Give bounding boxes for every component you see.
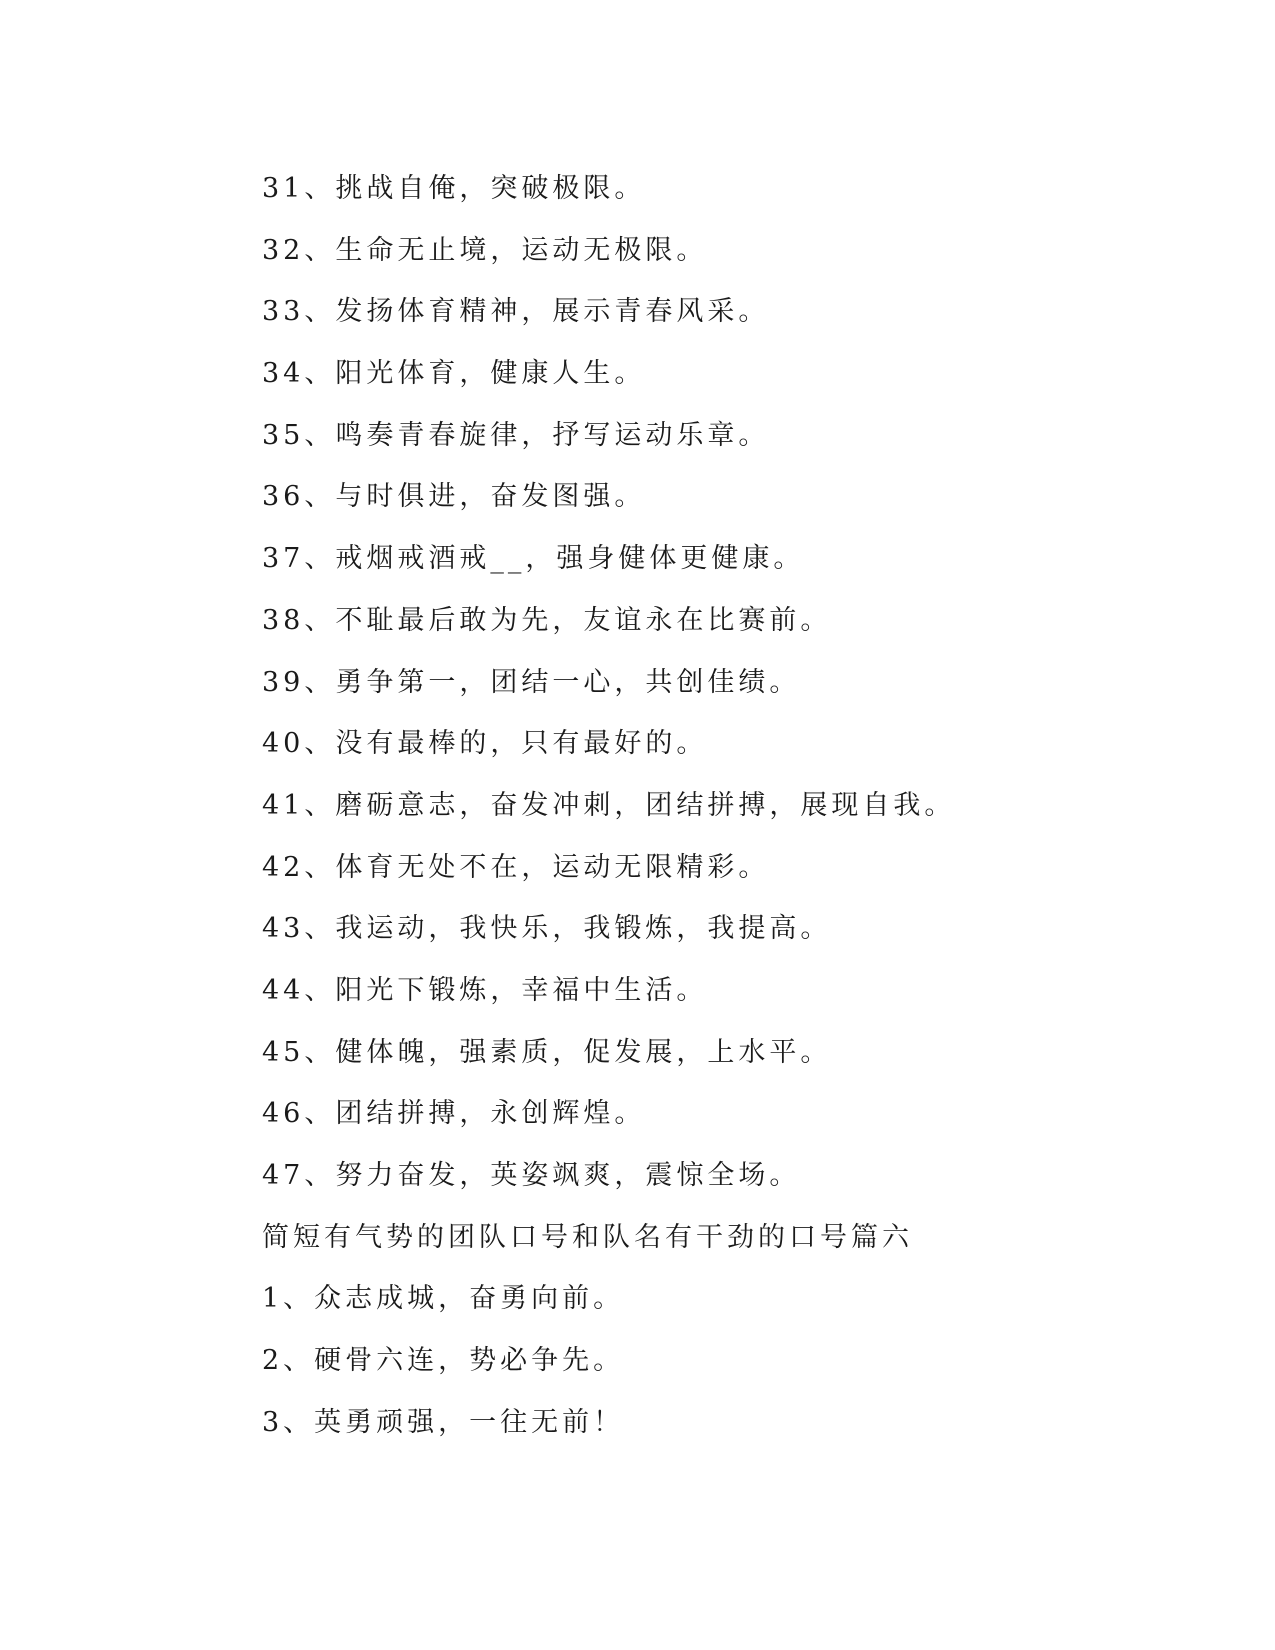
slogan-line-44: 44、阳光下锻炼，幸福中生活。	[262, 974, 708, 1006]
slogan-line-43: 43、我运动，我快乐，我锻炼，我提高。	[262, 913, 832, 945]
slogan-line-36: 36、与时俱进，奋发图强。	[262, 481, 646, 513]
slogan-line-37: 37、戒烟戒酒戒__，强身健体更健康。	[262, 543, 805, 575]
slogan-line-2: 2、硬骨六连，势必争先。	[262, 1345, 625, 1377]
slogan-line-31: 31、挑战自俺，突破极限。	[262, 173, 646, 204]
slogan-line-42: 42、体育无处不在，运动无限精彩。	[262, 851, 770, 883]
slogan-line-32: 32、生命无止境，运动无极限。	[262, 234, 708, 266]
slogan-line-41: 41、磨砺意志，奋发冲刺，团结拼搏，展现自我。	[262, 789, 956, 821]
slogan-line-35: 35、鸣奏青春旋律，抒写运动乐章。	[262, 419, 770, 451]
slogan-line-38: 38、不耻最后敢为先，友谊永在比赛前。	[262, 604, 832, 636]
document-body	[262, 158, 1162, 1453]
slogan-line-3: 3、英勇顽强，一往无前！	[262, 1406, 625, 1438]
slogan-line-34: 34、阳光体育，健康人生。	[262, 358, 646, 390]
slogan-line-40: 40、没有最棒的，只有最好的。	[262, 728, 708, 760]
slogan-line-46: 46、团结拼搏，永创辉煌。	[262, 1098, 646, 1130]
slogan-line-33: 33、发扬体育精神，展示青春风采。	[262, 296, 770, 328]
slogan-line-39: 39、勇争第一，团结一心，共创佳绩。	[262, 666, 801, 698]
slogan-line-47: 47、努力奋发，英姿飒爽，震惊全场。	[262, 1160, 801, 1191]
slogan-line-1: 1、众志成城，奋勇向前。	[262, 1283, 625, 1315]
section-heading: 简短有气势的团队口号和队名有干劲的口号篇六	[262, 1221, 913, 1253]
slogan-line-45: 45、健体魄，强素质，促发展，上水平。	[262, 1036, 832, 1068]
